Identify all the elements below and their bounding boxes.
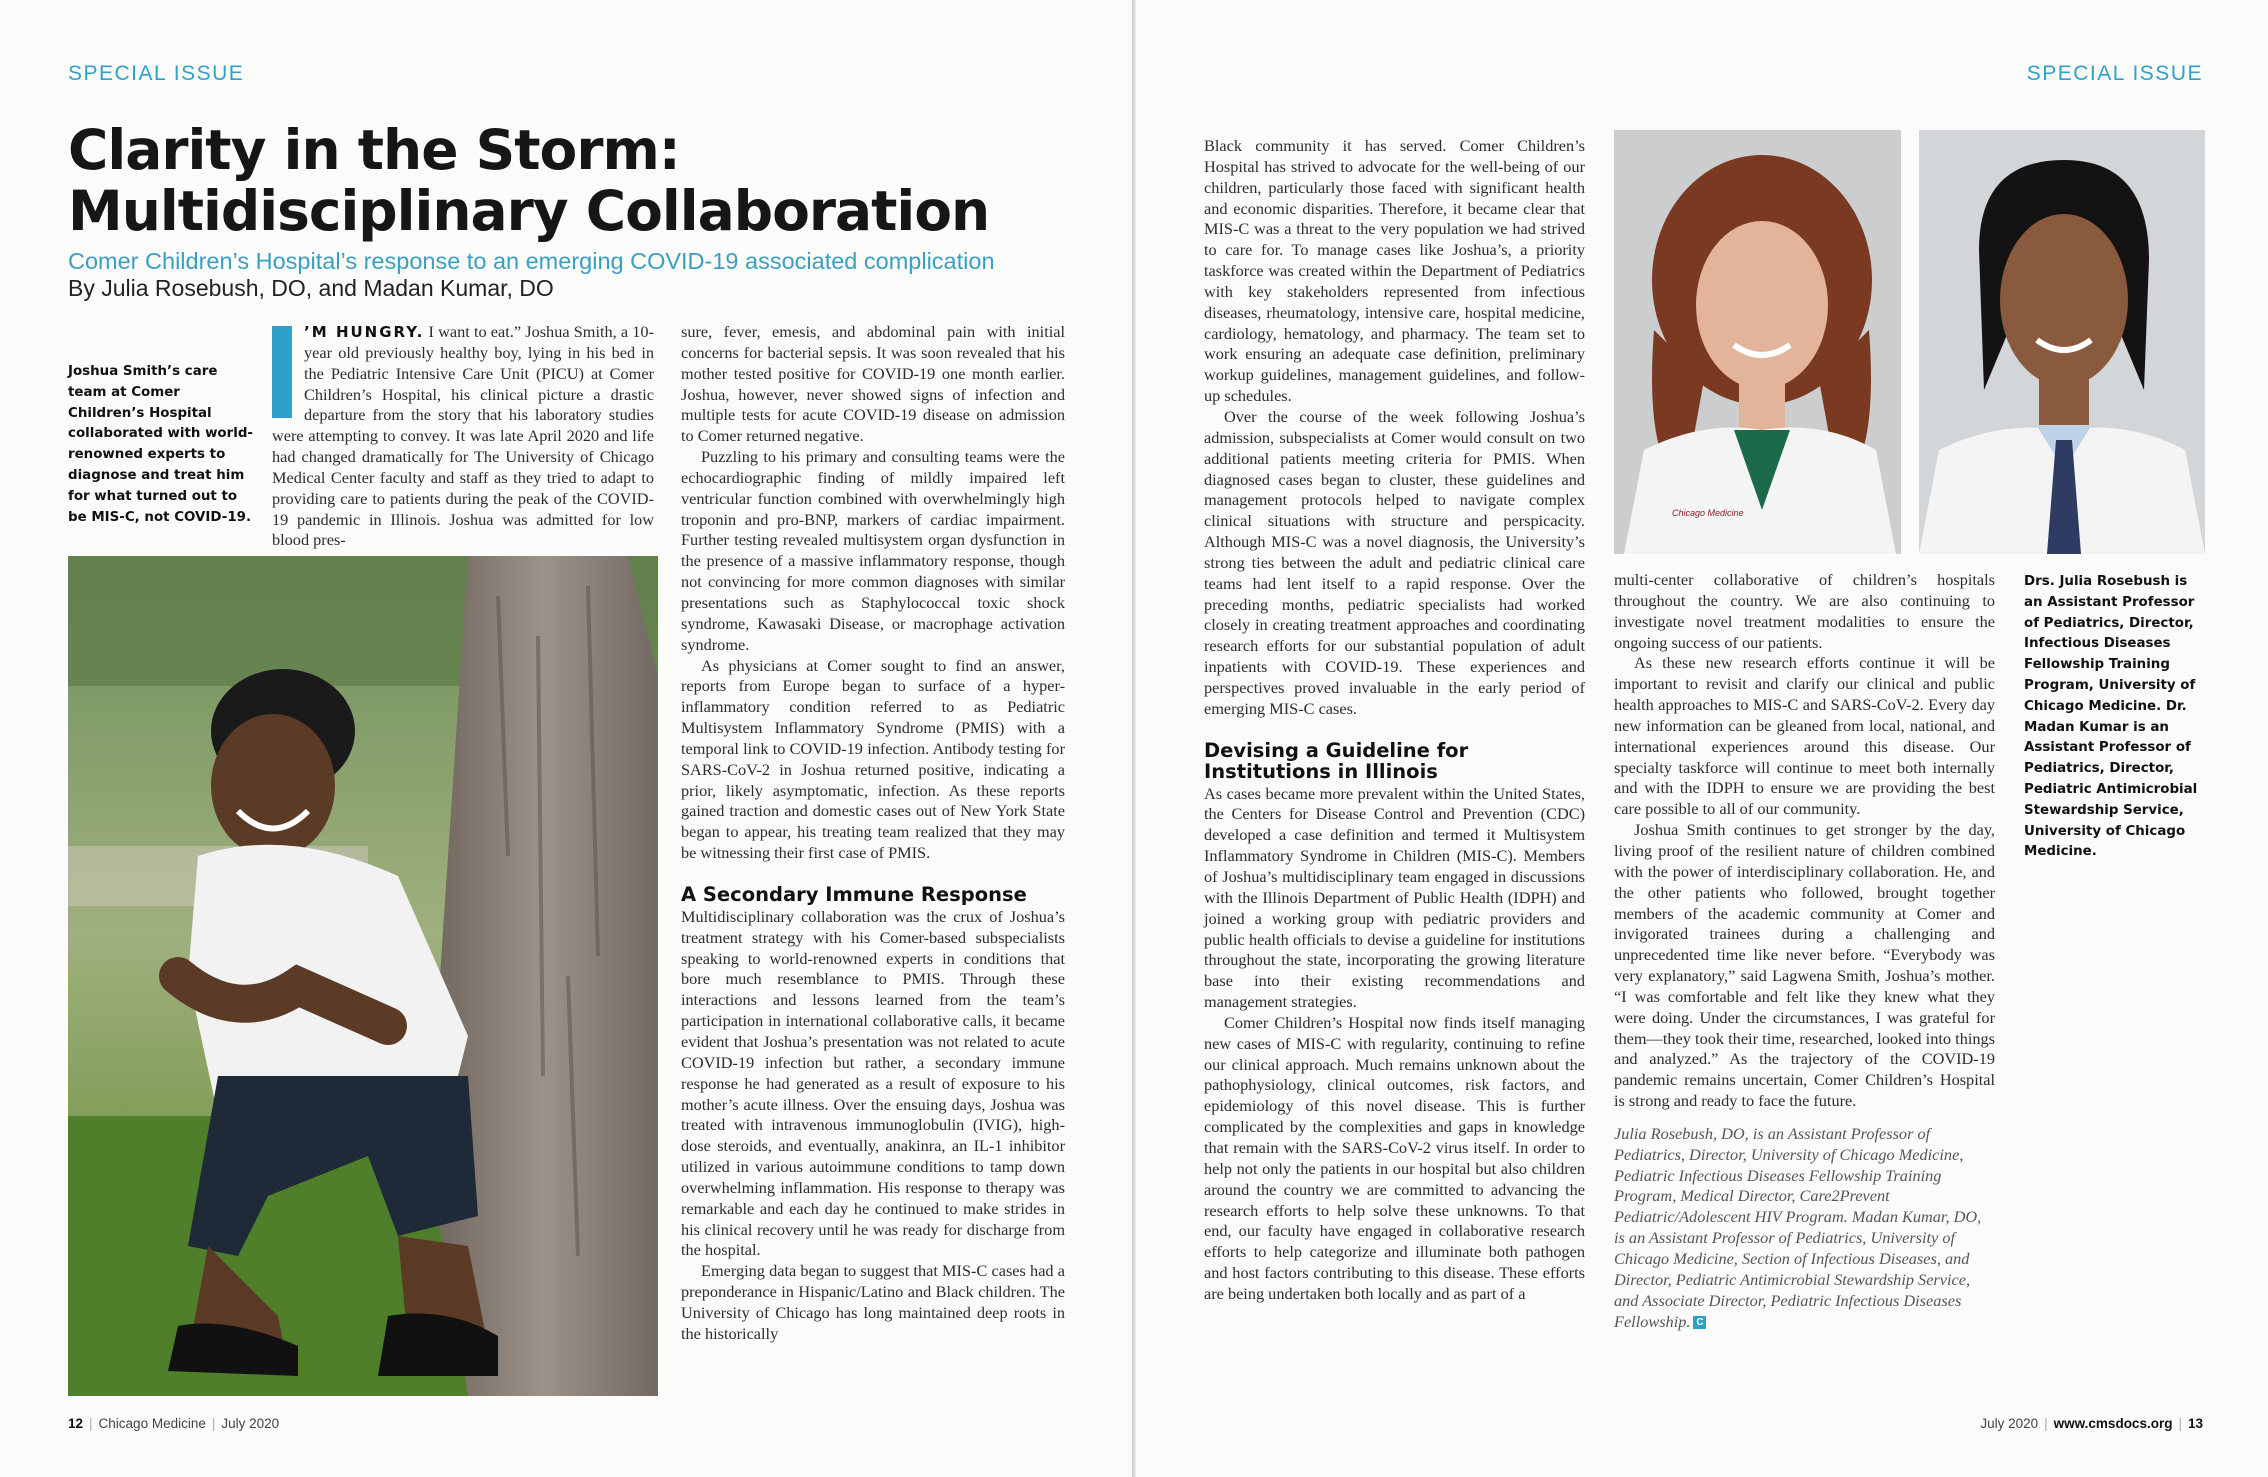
website-link[interactable]: www.cmsdocs.org [2053,1416,2173,1431]
right-footer: July 2020 | www.cmsdocs.org | 13 [1980,1416,2203,1431]
paragraph: As these new research efforts continue it will be important to revisit and clarify our clinical and public health approaches to MIS-C and SARS-CoV-2. Every day new information can be gleaned from local, national, and international experiences around this disease. Our specialty taskforce will continue to meet both internally and with the IDPH to ensure we are providing the best care possible to all of our community. [1614,653,1995,819]
left-page [0,0,1132,1477]
paragraph: Joshua Smith continues to get stronger by the day, living proof of the resilient nature of children combined with the power of interdisciplinary collaboration. He, and the other patients who followed, brought together members of the academic community at Comer and invigorated trainees during a challenging and unprecedented time like never before. “Everybody was very explanatory,” said Lagwena Smith, Joshua’s mother. “I was comfortable and felt like they knew what they were doing. Under the circumstances, I was grateful for them—they took their time, researched, looked into things and analyzed.” As the trajectory of the COVID-19 pandemic remains uncertain, Comer Children’s Hospital is strong and ready to face the future. [1614,820,1995,1111]
issue-date: July 2020 [1980,1416,2039,1431]
portrait-kumar [1919,130,2205,554]
section-tag: SPECIAL ISSUE [2026,62,2203,85]
paragraph: I want to eat.” Joshua Smith, a 10-year old previously healthy boy, lying in his bed in the Pediatric Intensive Care Unit (PICU) at Comer Children’s Hospital, his clinical picture a drastic departure from the story that his laboratory studies were attempting to convey. It was late April 2020 and life had changed dramatically for The University of Chicago Medical Center faculty and staff as they tried to adapt to providing care to patients during the peak of the COVID-19 pandemic in Illinois. Joshua was admitted for low blood pres- [272,322,654,550]
paragraph: Multidisciplinary collaboration was the crux of Joshua’s treatment strategy with his Comer-based subspecialists speaking to world-renowned experts in conditions that bore much resemblance to PMIS. Through these interactions and lessons learned from the team’s participation in international collaborative calls, it became evident that Joshua’s presentation was not related to acute COVID-19 infection but rather, a secondary immune response he had generated as a result of exposure to his mother’s acute illness. Over the ensuing days, Joshua was treated with intravenous immunoglobulin (IVIG), high-dose steroids, and eventually, anakinra, an IL-1 inhibitor utilized in various autoimmune conditions to tamp down overwhelming inflammation. His response to therapy was remarkable and each day he continued to make strides in his clinical recovery until he was ready for discharge from the hospital. [681,906,1065,1260]
paragraph: Black community it has served. Comer Children’s Hospital has strived to advocate for the well-being of our children, particularly those faced with significant health and economic disparities. Therefore, it became clear that MIS-C was a threat to the very population we had strived to care for. To manage cases like Joshua’s, a priority taskforce was created within the Department of Pediatrics with key stakeholders represented from infectious diseases, rheumatology, intensive care, hospital medicine, cardiology, hematology, and pharmacy. The team set to work ensuring an adequate case definition, preliminary workup guidelines, management guidelines, and follow-up schedules. [1204,136,1585,406]
drop-cap-bar [272,326,292,418]
article-subtitle: Comer Children’s Hospital’s response to an emerging COVID-19 associated complication [68,248,995,274]
left-footer: 12 | Chicago Medicine | July 2020 [68,1416,280,1431]
paragraph: As cases became more prevalent within the United States, the Centers for Disease Control and Prevention (CDC) developed a case definition and termed it Multisystem Inflammatory Syndrome in Children (MIS-C). Members of Joshua’s multidisciplinary team engaged in discussions with the Illinois Department of Public Health (IDPH) and joined a working group with pediatric providers and public health officials to devise a guideline for institutions throughout the state, incorporating the growing literature base into their existing recommendations and management strategies. [1204,783,1585,1012]
paragraph: Comer Children’s Hospital now finds itself managing new cases of MIS-C with regularity, continuing to refine our clinical approach. Much remains unknown about the pathophysiology, clinical outcomes, risk factors, and epidemiology of this novel disease. This is further complicated by the complexities and gaps in knowledge that remain with the SARS-CoV-2 virus itself. In order to help not only the patients in our hospital but also children around the country we are committed to advancing the research efforts to help solve these unknowns. To that end, our faculty have engaged in collaborative research efforts to help categorize and illuminate both pathogen and host factors contributing to this disease. These efforts are being undertaken both locally and as part of a [1204,1012,1585,1303]
publication-name: Chicago Medicine [98,1416,206,1431]
photo-caption: Joshua Smith’s care team at Comer Children’s Hospital collaborated with world-renowned experts to diagnose and treat him for what turned out to be MIS-C, not COVID-19. [68,364,253,525]
author-bio-text: Julia Rosebush, DO, is an Assistant Professor of Pediatrics, Director, University of Chicago Medicine, Pediatric Infectious Diseases Fellowship Training Program, Medical Director, Care2Prevent Pediatric/Adolescent HIV Program. Madan Kumar, DO, is an Assistant Professor of Pediatrics, University of Chicago Medicine, Section of Infectious Diseases, and Director, Pediatric Antimicrobial Stewardship Service, and Associate Director, Pediatric Infectious Diseases Fellowship. [1614,1123,1982,1331]
page-number: 12 [68,1416,84,1431]
section-heading: Devising a Guideline for Institutions in Illinois [1204,738,1469,783]
article-column-4 [1614,570,1995,1332]
issue-date: July 2020 [221,1416,280,1431]
right-page [1136,0,2268,1477]
page-number: 13 [2187,1416,2203,1431]
paragraph: Emerging data began to suggest that MIS-C cases had a preponderance in Hispanic/Latino and Black children. The University of Chicago has long maintained deep roots in the historically [681,1261,1065,1343]
boy-photo [68,556,658,1396]
portrait-caption: Drs. Julia Rosebush is an Assistant Professor of Pediatrics, Director, Infectious Diseases Fellowship Training Program, University of Chicago Medicine. Dr. Madan Kumar is an Assistant Professor of Pediatrics, Director, Pediatric Antimicrobial Stewardship Service, University of Chicago Medicine. [2024,574,2198,860]
author-bio [1614,1124,1995,1332]
paragraph: Puzzling to his primary and consulting teams were the echocardiographic finding of mildly impaired left ventricular function combined with overwhelmingly high troponin and pro-BNP, markers of cardiac impairment. Further testing revealed multisystem organ dysfunction in the presence of a massive inflammatory response, though not convincing for more common diagnoses with similar presentations such as Staphylococcal toxic shock syndrome, Kawasaki Disease, or macrophage activation syndrome. [681,447,1065,654]
lede-text: ’M HUNGRY. [304,323,425,341]
end-mark-icon: C [1693,1316,1706,1329]
title-line-2: Multidisciplinary Collaboration [68,179,990,243]
paragraph: sure, fever, emesis, and abdominal pain with initial concerns for bacterial sepsis. It was soon revealed that his mother tested positive for COVID-19 one month earlier. Joshua, however, never showed signs of infection and multiple tests for acute COVID-19 disease on admission to Comer returned negative. [681,322,1065,446]
portrait-rosebush [1614,130,1901,554]
title-line-1: Clarity in the Storm: [68,118,680,182]
article-column-3 [1204,136,1585,1305]
article-title [68,120,989,242]
paragraph: Over the course of the week following Joshua’s admission, subspecialists at Comer would consult on two additional patients meeting criteria for PMIS. When diagnosed cases began to cluster, these guidelines and management protocols helped to navigate complex clinical situations with structure and perspicacity. Although MIS-C was a novel diagnosis, the University’s strong ties between the adult and pediatric clinical care teams had lent itself to a rapid response. Over the preceding months, pediatric specialists had worked closely in creating treatment approaches and coordinating research efforts for our substantial population of adult inpatients with COVID-19. These experiences and perspectives proved invaluable in the early period of emerging MIS-C cases. [1204,406,1585,718]
paragraph: As physicians at Comer sought to find an answer, reports from Europe began to surface of a hyper-inflammatory condition referred to as Pediatric Multisystem Inflammatory Syndrome (PMIS) with a temporal link to COVID-19 infection. Antibody testing for SARS-CoV-2 in Joshua returned positive, indicating a prior, likely asymptomatic, infection. As these reports gained traction and domestic cases out of New York State began to appear, his treating team realized that they may be witnessing their first case of PMIS. [681,655,1065,863]
section-tag: SPECIAL ISSUE [68,62,245,85]
section-heading: A Secondary Immune Response [681,882,1027,906]
byline: By Julia Rosebush, DO, and Madan Kumar, DO [68,275,554,301]
paragraph: multi-center collaborative of children’s hospitals throughout the country. We are also continuing to investigate novel treatment modalities to ensure the ongoing success of our patients. [1614,570,1995,652]
coat-logo: Chicago Medicine [1672,508,1744,518]
article-column-2 [681,322,1065,1345]
article-column-1 [272,322,654,551]
